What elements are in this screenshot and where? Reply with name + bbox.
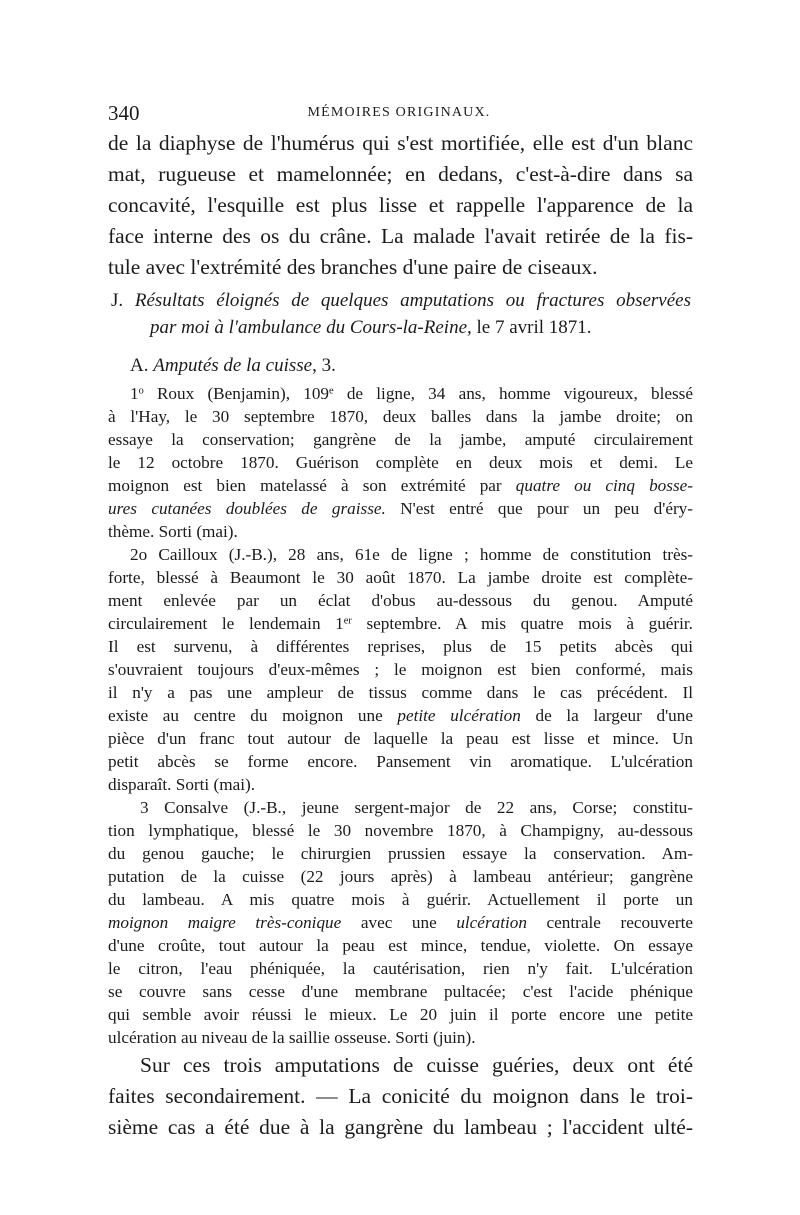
case3-line: se couvre sans cesse d'une membrane pultacée; c'est l'acide phénique xyxy=(108,982,693,1001)
case2-italic-text: petite ulcération xyxy=(397,706,521,725)
case3-line: tion lymphatique, blessé le 30 novembre 1870, à Champigny, au-dessous xyxy=(108,821,693,840)
case2-text: septembre. A mis quatre mois à guérir. xyxy=(351,614,693,633)
case1-text: N'est entré que pour un peu d'éry- xyxy=(385,499,693,518)
case3-italic-text: ulcération xyxy=(456,913,527,932)
case1-text: Roux (Benjamin), 109 xyxy=(143,384,330,403)
case3-line: le citron, l'eau phéniquée, la cautérisation, rien n'y fait. L'ulcération xyxy=(108,959,693,978)
case3-text: centrale recouverte xyxy=(526,913,694,932)
case3-line: du lambeau. A mis quatre mois à guérir. Actuellement il porte un xyxy=(108,890,693,909)
case3-line: putation de la cuisse (22 jours après) à lambeau antérieur; gangrène xyxy=(108,867,693,886)
case2-line: s'ouvraient toujours d'eux-mêmes ; le moignon est bien conformé, mais xyxy=(108,660,693,679)
case2-line: il n'y a pas une ampleur de tissus comme dans le cas précédent. Il xyxy=(108,683,693,702)
case1-italic-text: quatre ou cinq bosse- xyxy=(515,476,693,495)
case1-italic-text: ures cutanées doublées de graisse. xyxy=(108,499,386,518)
case3-line: ulcération au niveau de la saillie osseuse. Sorti (juin). xyxy=(108,1028,476,1047)
subsection-a-count: , 3. xyxy=(312,355,336,376)
case3-line: du genou gauche; le chirurgien prussien essaye la conservation. Am- xyxy=(108,844,693,863)
intro-line: concavité, l'esquille est plus lisse et rappelle l'apparence de la xyxy=(108,193,693,217)
case2-text: circulairement le lendemain 1 xyxy=(108,614,344,633)
case3-text: avec une xyxy=(341,913,457,932)
intro-line: mat, rugueuse et mamelonnée; en dedans, c'est-à-dire dans sa xyxy=(108,162,693,186)
case1-text: de ligne, 34 ans, homme vigoureux, blessé xyxy=(333,384,693,403)
case1-line: thème. Sorti (mai). xyxy=(108,522,238,541)
case3-italic-text: moignon maigre très-conique xyxy=(108,913,342,932)
page-number: 340 xyxy=(108,101,140,125)
case2-line: 2o Cailloux (J.-B.), 28 ans, 61e de ligne ; homme de constitution très- xyxy=(130,545,693,564)
page-header xyxy=(108,100,690,126)
section-heading-j-cont xyxy=(150,314,670,342)
closing-line: faites secondairement. — La conicité du moignon dans le troi- xyxy=(108,1084,693,1108)
case2-text: existe au centre du moignon une xyxy=(108,706,398,725)
case1-line xyxy=(108,497,693,520)
case2-line: Il est survenu, à différentes reprises, plus de 15 petits abcès qui xyxy=(108,637,693,656)
case2-text: de la largeur d'une xyxy=(520,706,693,725)
case2-line xyxy=(108,612,693,635)
running-title: MÉMOIRES ORIGINAUX. xyxy=(307,105,491,120)
case1-line xyxy=(108,474,693,497)
intro-line: face interne des os du crâne. La malade l'avait retirée de la fis- xyxy=(108,224,693,248)
case3-line: 3 Consalve (J.-B., jeune sergent-major de 22 ans, Corse; constitu- xyxy=(140,798,693,817)
case1-ordinal-2: e xyxy=(329,385,334,397)
case1-line: essaye la conservation; gangrène de la jambe, amputé circulairement xyxy=(108,430,693,449)
case2-line: ment enlevée par un éclat d'obus au-dessous du genou. Amputé xyxy=(108,591,693,610)
case2-line xyxy=(108,704,693,727)
case1-ordinal: o xyxy=(138,385,144,397)
case2-line: petit abcès se forme encore. Pansement vin aromatique. L'ulcération xyxy=(108,752,693,771)
case3-line: d'une croûte, tout autour la peau est mince, tendue, violette. On essaye xyxy=(108,936,693,955)
section-j-label: J. xyxy=(111,290,124,311)
case1-number: 1 xyxy=(130,384,139,403)
case1-line xyxy=(130,382,693,405)
case2-line: forte, blessé à Beaumont le 30 août 1870. La jambe droite est complète- xyxy=(108,568,693,587)
case1-line: le 12 octobre 1870. Guérison complète en deux mois et demi. Le xyxy=(108,453,693,472)
section-j-title-line2: par moi à l'ambulance du Cours-la-Reine, xyxy=(150,317,472,338)
case2-line: disparaît. Sorti (mai). xyxy=(108,775,256,794)
closing-line: sième cas a été due à la gangrène du lambeau ; l'accident ulté- xyxy=(108,1115,693,1139)
section-heading-j xyxy=(111,287,691,315)
subsection-heading-a xyxy=(130,352,530,380)
intro-line: tule avec l'extrémité des branches d'une paire de ciseaux. xyxy=(108,255,598,279)
intro-line: de la diaphyse de l'humérus qui s'est mortifiée, elle est d'un blanc xyxy=(108,131,693,155)
subsection-a-title: Amputés de la cuisse xyxy=(153,355,313,376)
case2-ordinal: er xyxy=(343,615,352,627)
section-j-title-line1: Résultats éloignés de quelques amputations ou fractures observées xyxy=(134,290,691,311)
subsection-a-label: A. xyxy=(130,355,149,376)
case1-text: moignon est bien matelassé à son extrémité par xyxy=(108,476,516,495)
case1-line: à l'Hay, le 30 septembre 1870, deux balles dans la jambe droite; on xyxy=(108,407,693,426)
closing-line: Sur ces trois amputations de cuisse guéries, deux ont été xyxy=(140,1053,693,1077)
case3-line xyxy=(108,911,693,934)
case3-line: qui semble avoir réussi le mieux. Le 20 juin il porte encore une petite xyxy=(108,1005,693,1024)
section-j-date: le 7 avril 1871. xyxy=(471,317,592,338)
case2-line: pièce d'un franc tout autour de laquelle la peau est lisse et mince. Un xyxy=(108,729,693,748)
